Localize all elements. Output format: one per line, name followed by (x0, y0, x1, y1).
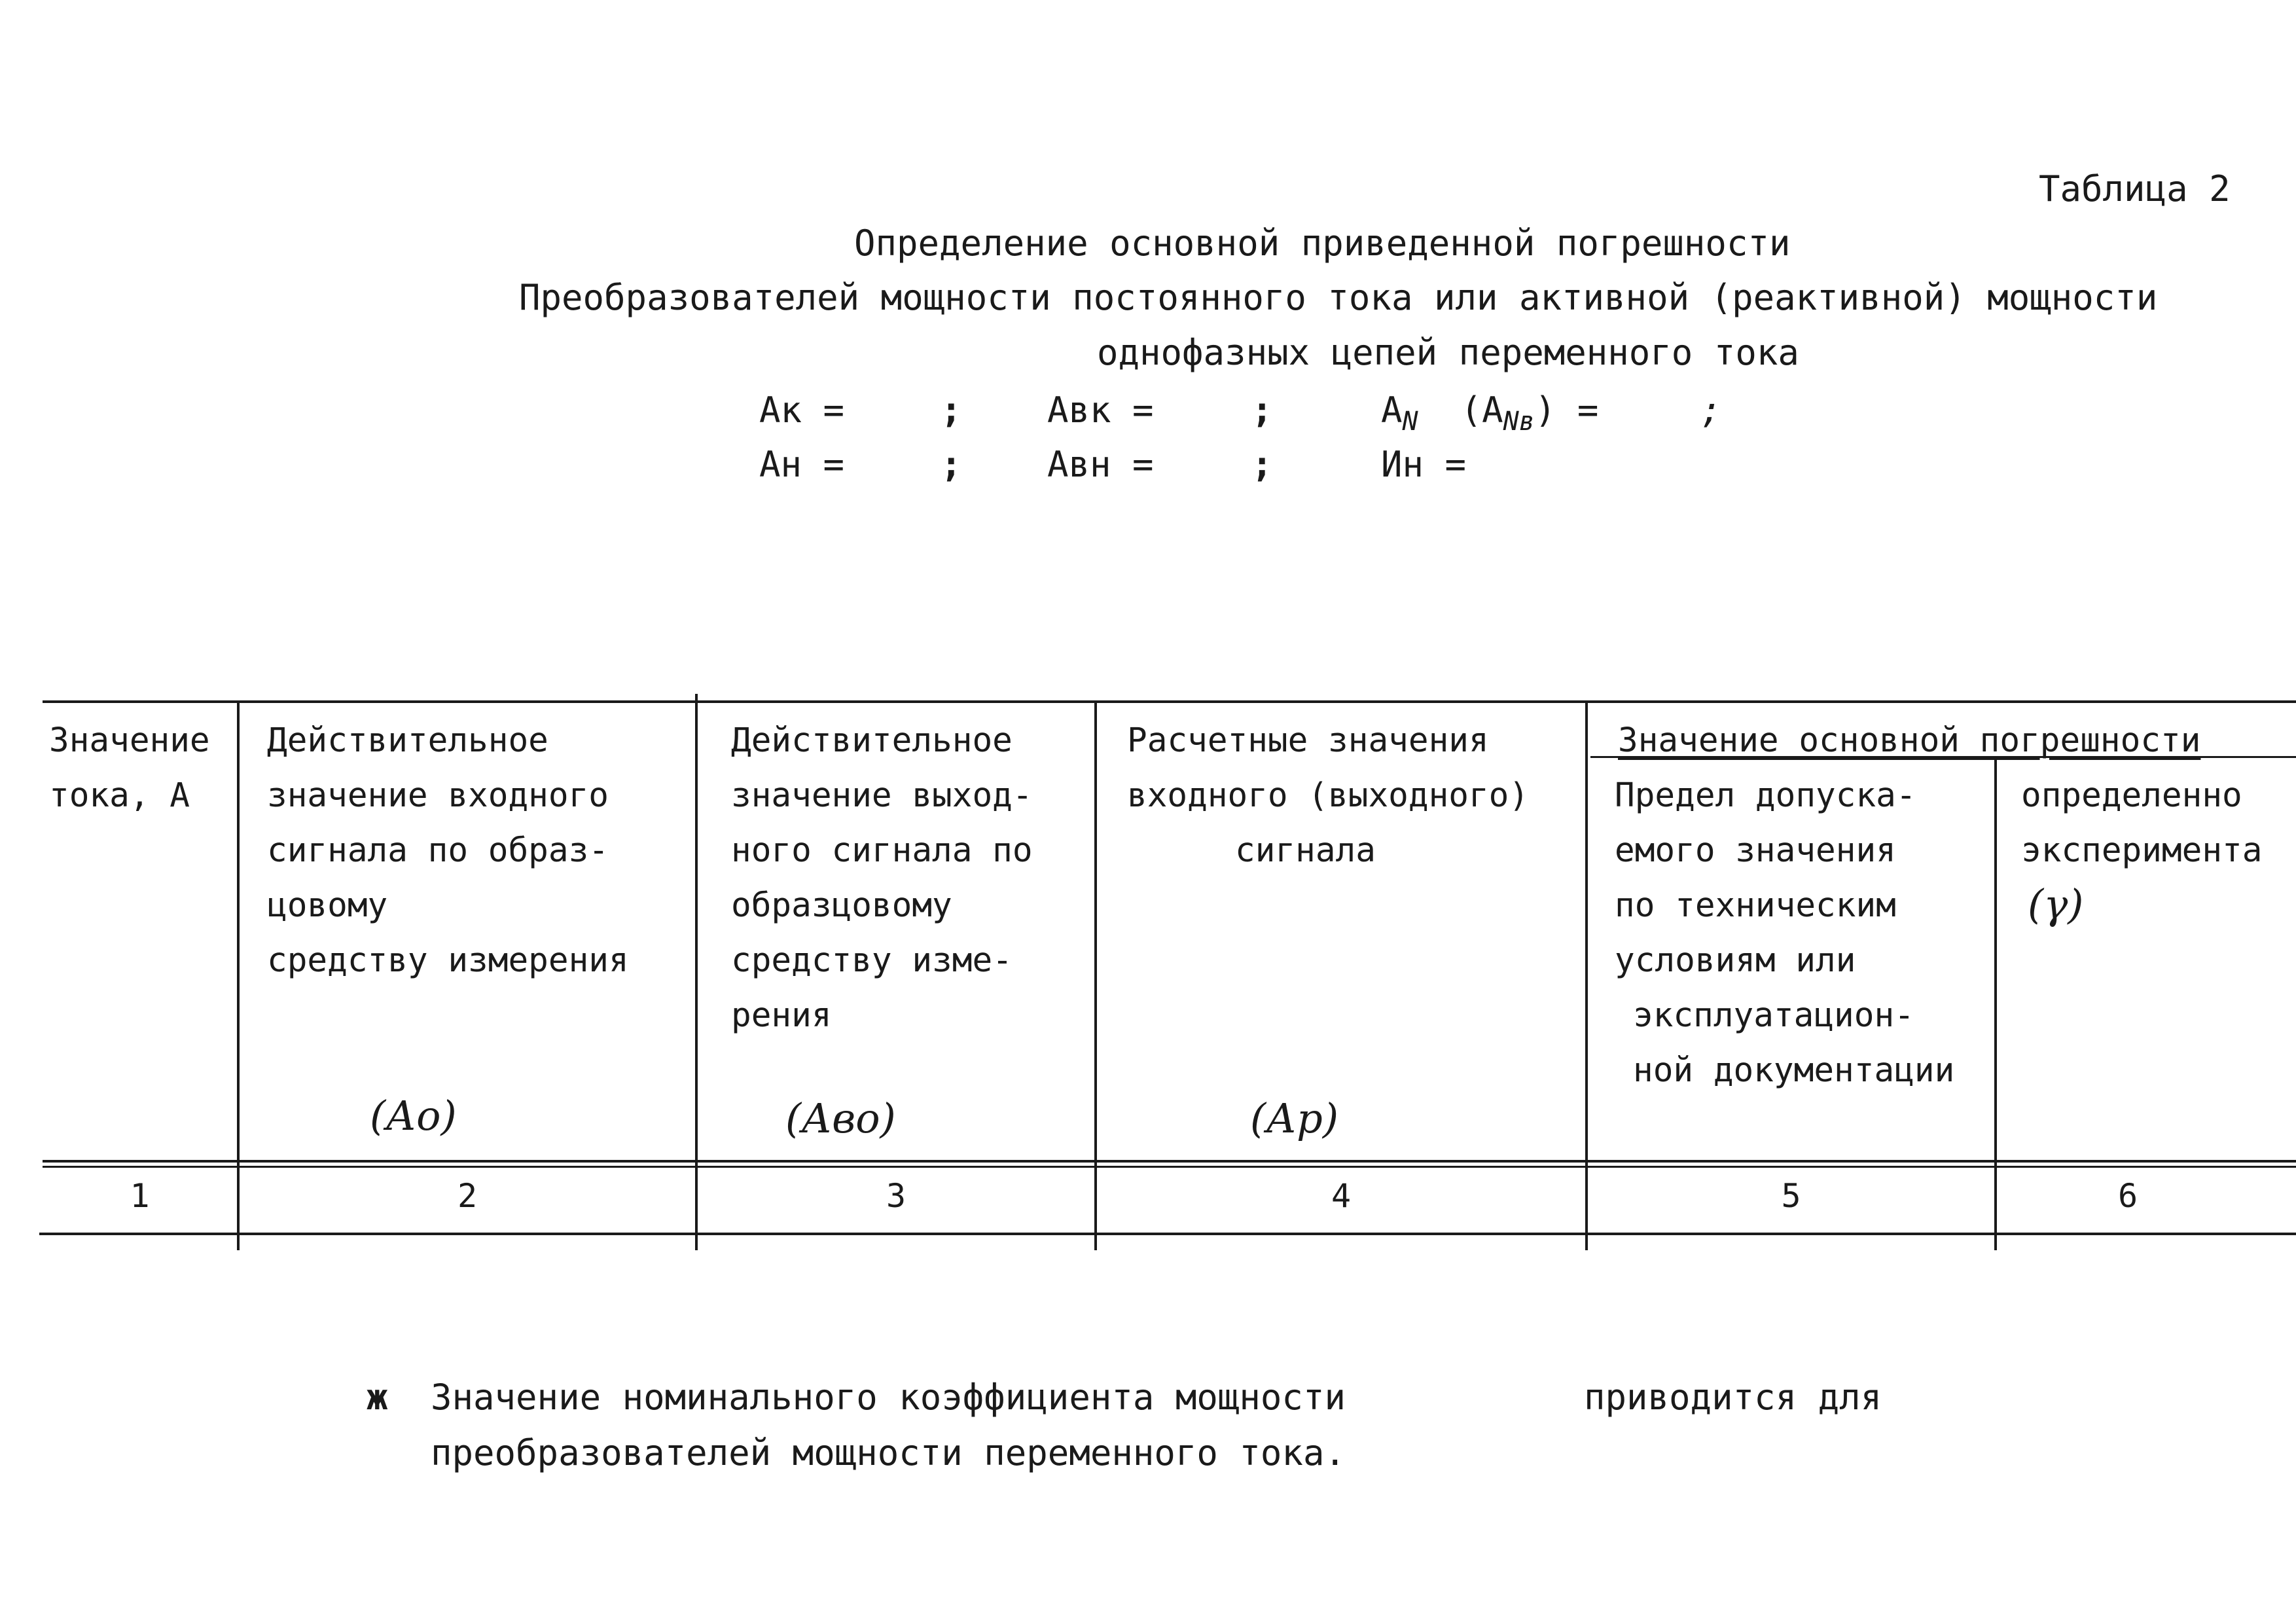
header-actual-output-line: средству изме- (731, 941, 1013, 980)
header-actual-output-line: Действительное (731, 721, 1013, 760)
header-tolerance-limit-line: ной документации (1633, 1051, 1955, 1090)
header-actual-output-line: рения (731, 996, 832, 1035)
header-experimental-line: определенно (2021, 776, 2242, 815)
table-label: Таблица 2 (2039, 168, 2231, 209)
param-avk: Авк = (1047, 389, 1154, 431)
column-number-6: 6 (2117, 1177, 2138, 1215)
header-calculated-line: Расчетные значения (1127, 721, 1489, 760)
title-line-2: Преобразователей мощности постоянного тока или активной (реактивной) мощности (519, 277, 2158, 318)
header-actual-input-line: сигнала по образ- (267, 831, 609, 870)
header-tolerance-limit-line: эксплуатацион- (1633, 996, 1914, 1035)
col-divider-4 (1585, 700, 1588, 1250)
column-number-1: 1 (130, 1177, 150, 1215)
param-an-sep: ; (941, 444, 962, 485)
column-number-3: 3 (886, 1177, 906, 1215)
header-experimental-symbol: (γ) (2028, 880, 2084, 928)
header-tolerance-limit-line: Предел допуска- (1615, 776, 1916, 815)
header-actual-input-line: средству измерения (267, 941, 629, 980)
header-actual-input-line: значение входного (267, 776, 609, 815)
param-ak-sep: ; (941, 389, 962, 431)
column-number-5: 5 (1781, 1177, 1801, 1215)
header-calculated (1127, 713, 1529, 878)
param-avn-sep: ; (1251, 444, 1273, 485)
header-current-value-line: Значение (49, 721, 210, 760)
column-number-4: 4 (1331, 1177, 1352, 1215)
header-experimental-line: эксперимента (2021, 831, 2263, 870)
header-actual-input-line: Действительное (267, 721, 548, 760)
param-an-coef-label: А (1381, 389, 1403, 431)
header-tolerance-limit-line: емого значения (1615, 831, 1896, 870)
column-number-2: 2 (457, 1177, 478, 1215)
title-line-1: Определение основной приведенной погрешности (854, 223, 1791, 264)
col-divider-3 (1094, 700, 1097, 1250)
header-tolerance-limit-line: условиям или (1615, 941, 1856, 980)
col-divider-5 (1994, 756, 1997, 1250)
title-line-3: однофазных цепей переменного тока (1097, 332, 1799, 373)
param-avn: Авн = (1047, 444, 1154, 485)
header-current-value-line: тока, А (49, 776, 190, 815)
table-bottom-border (39, 1233, 2296, 1235)
param-ak: Ак = (759, 389, 845, 431)
header-actual-input-symbol: (Ао) (370, 1092, 457, 1140)
footnote-line-1a: Значение номинального коэффициента мощности (431, 1377, 1346, 1418)
header-actual-output-symbol: (Аво) (785, 1094, 896, 1142)
param-an-coef (1381, 389, 1599, 437)
header-tolerance-limit (1615, 768, 1954, 1098)
col-divider-2 (695, 694, 698, 1250)
header-bottom-border-2 (43, 1166, 2296, 1168)
error-table (0, 694, 2296, 1270)
col-divider-1 (237, 700, 240, 1250)
param-un: Ин = (1381, 444, 1467, 485)
header-actual-output-line: образцовому (731, 886, 952, 925)
footnote-line-1b: приводится для (1584, 1377, 1882, 1418)
header-current-value (49, 713, 210, 823)
param-an: Ан = (759, 444, 845, 485)
param-avk-sep: ; (1251, 389, 1273, 431)
param-an-coef-sub2: Nв (1503, 406, 1535, 437)
header-actual-input (267, 713, 629, 988)
header-tolerance-limit-line: по техническим (1615, 886, 1896, 925)
header-calculated-symbol: (Ар) (1250, 1094, 1339, 1142)
header-calculated-line: сигнала (1235, 831, 1376, 870)
header-actual-output-line: ного сигнала по (731, 831, 1033, 870)
param-an-coef-sep: ; (1700, 389, 1722, 431)
footnote-marker: ж (367, 1377, 388, 1418)
table-top-border (43, 700, 2296, 703)
header-actual-input-line: цовому (267, 886, 388, 925)
footnote-line-2: преобразователей мощности переменного тока. (431, 1432, 1346, 1473)
header-actual-output-line: значение выход- (731, 776, 1033, 815)
header-calculated-line: входного (выходного) (1127, 776, 1530, 815)
header-bottom-border (43, 1160, 2296, 1163)
header-actual-output (731, 713, 1033, 1043)
param-an-coef-end: ) = (1534, 389, 1599, 431)
header-experimental (2021, 768, 2262, 878)
param-an-coef-sub: N (1402, 406, 1418, 437)
param-an-coef-mid: (А (1460, 389, 1503, 431)
header-main-error-group: Значение основной погрешности (1618, 721, 2201, 760)
